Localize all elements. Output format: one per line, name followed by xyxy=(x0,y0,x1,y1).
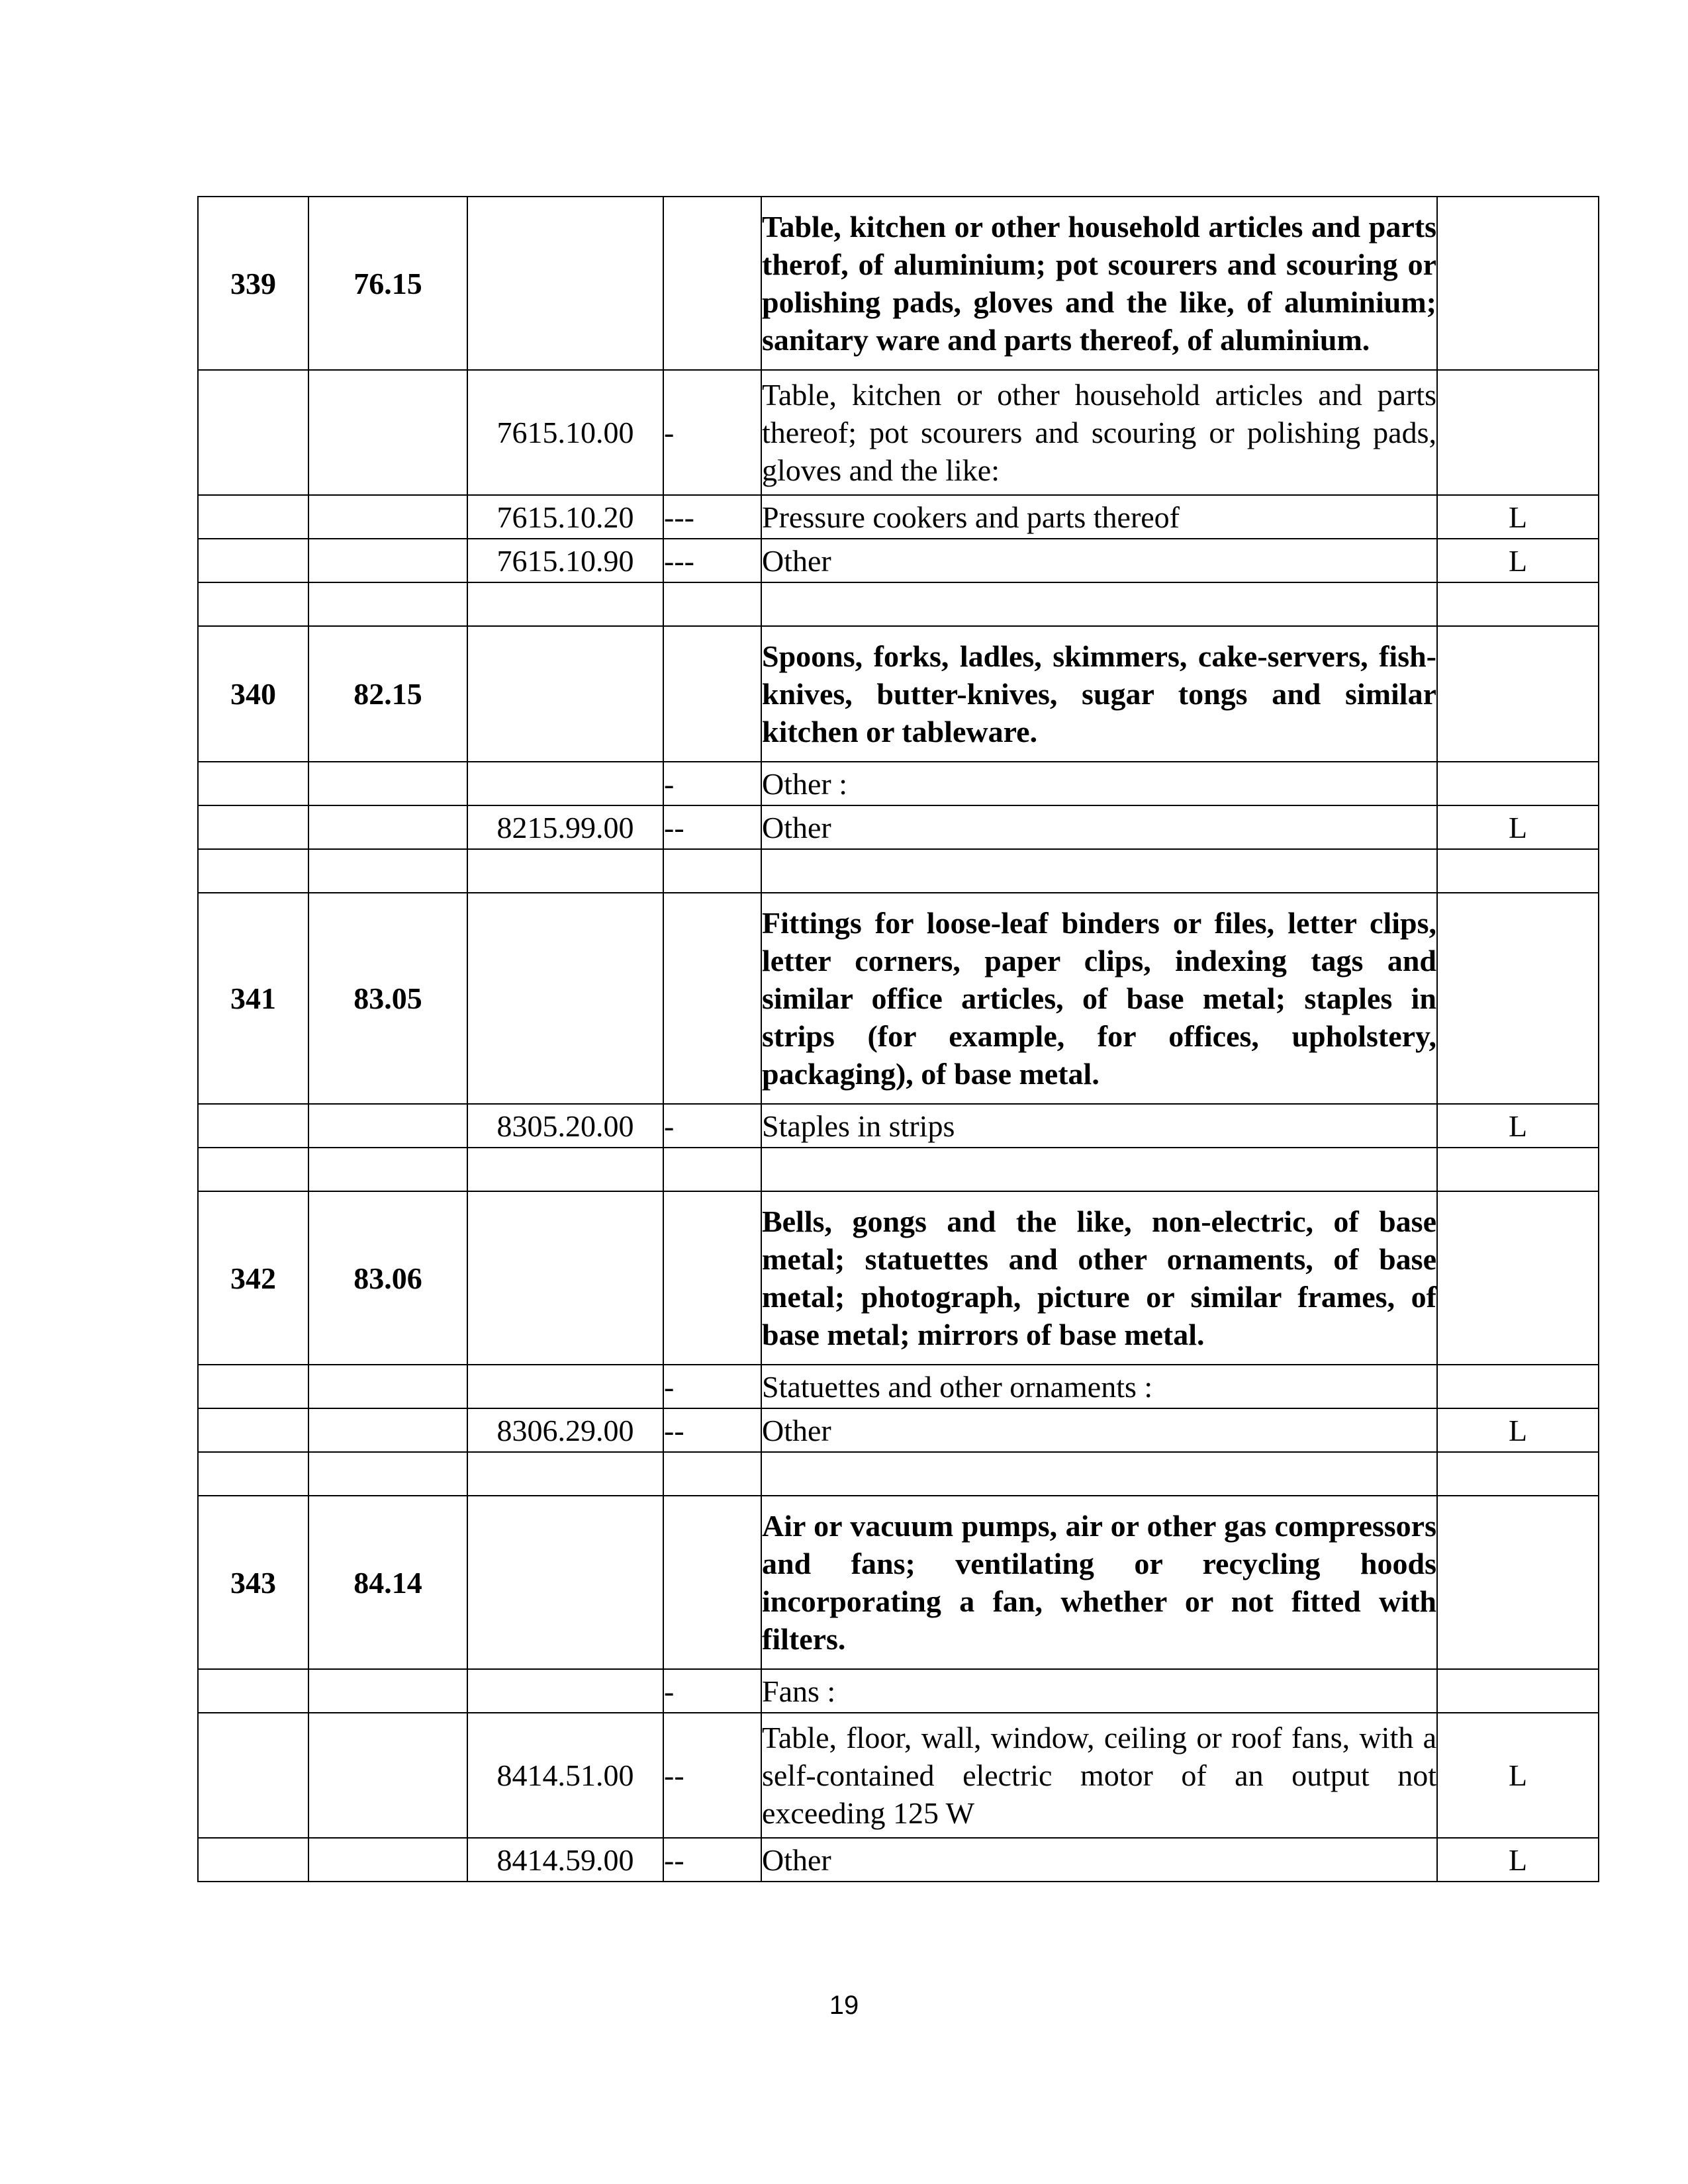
description-cell: Other xyxy=(761,805,1437,849)
serial-number-cell: 341 xyxy=(198,893,308,1104)
serial-number-cell xyxy=(198,1669,308,1713)
hs-code-cell: 8414.59.00 xyxy=(467,1838,663,1882)
tariff-line-row xyxy=(198,539,1599,582)
empty-cell xyxy=(308,849,467,893)
empty-cell xyxy=(198,849,308,893)
heading-number-cell xyxy=(308,762,467,805)
indent-dash-cell xyxy=(663,197,761,370)
empty-cell xyxy=(1437,1452,1599,1496)
hs-code-cell: 8215.99.00 xyxy=(467,805,663,849)
serial-number-cell xyxy=(198,1713,308,1838)
empty-cell xyxy=(663,849,761,893)
category-cell: L xyxy=(1437,1104,1599,1148)
empty-cell xyxy=(467,1452,663,1496)
heading-number-cell: 83.05 xyxy=(308,893,467,1104)
category-cell: L xyxy=(1437,495,1599,539)
tariff-line-row xyxy=(198,762,1599,805)
hs-code-cell xyxy=(467,626,663,762)
tariff-table xyxy=(197,196,1599,1882)
serial-number-cell: 343 xyxy=(198,1496,308,1669)
heading-row xyxy=(198,1191,1599,1365)
hs-code-cell: 7615.10.00 xyxy=(467,370,663,495)
category-cell: L xyxy=(1437,539,1599,582)
hs-code-cell xyxy=(467,762,663,805)
hs-code-cell xyxy=(467,197,663,370)
hs-code-cell: 7615.10.90 xyxy=(467,539,663,582)
serial-number-cell xyxy=(198,1838,308,1882)
hs-code-cell: 7615.10.20 xyxy=(467,495,663,539)
empty-cell xyxy=(198,1148,308,1191)
hs-code-cell: 8414.51.00 xyxy=(467,1713,663,1838)
category-cell xyxy=(1437,197,1599,370)
heading-number-cell xyxy=(308,539,467,582)
serial-number-cell: 340 xyxy=(198,626,308,762)
indent-dash-cell xyxy=(663,1496,761,1669)
indent-dash-cell: - xyxy=(663,1104,761,1148)
heading-number-cell xyxy=(308,1713,467,1838)
heading-number-cell xyxy=(308,1104,467,1148)
serial-number-cell xyxy=(198,762,308,805)
tariff-line-row xyxy=(198,1669,1599,1713)
heading-row xyxy=(198,893,1599,1104)
indent-dash-cell: -- xyxy=(663,1838,761,1882)
serial-number-cell: 339 xyxy=(198,197,308,370)
description-cell: Air or vacuum pumps, air or other gas compressors and fans; ventilating or recycling hoods incorporating a fan, whether or not fitted with filters. xyxy=(761,1496,1437,1669)
spacer-row xyxy=(198,849,1599,893)
serial-number-cell xyxy=(198,370,308,495)
category-cell: L xyxy=(1437,1408,1599,1452)
indent-dash-cell xyxy=(663,626,761,762)
empty-cell xyxy=(663,1148,761,1191)
empty-cell xyxy=(198,1452,308,1496)
indent-dash-cell: - xyxy=(663,1669,761,1713)
heading-number-cell: 82.15 xyxy=(308,626,467,762)
category-cell xyxy=(1437,1365,1599,1408)
category-cell: L xyxy=(1437,1713,1599,1838)
category-cell: L xyxy=(1437,1838,1599,1882)
indent-dash-cell xyxy=(663,1191,761,1365)
tariff-line-row xyxy=(198,805,1599,849)
tariff-line-row xyxy=(198,370,1599,495)
category-cell xyxy=(1437,893,1599,1104)
indent-dash-cell: -- xyxy=(663,1713,761,1838)
heading-number-cell: 83.06 xyxy=(308,1191,467,1365)
heading-number-cell xyxy=(308,1838,467,1882)
indent-dash-cell xyxy=(663,893,761,1104)
spacer-row xyxy=(198,582,1599,626)
serial-number-cell xyxy=(198,1365,308,1408)
empty-cell xyxy=(1437,582,1599,626)
description-cell: Table, kitchen or other household articles and parts thereof; pot scourers and scouring or polishing pads, gloves and the like: xyxy=(761,370,1437,495)
tariff-line-row xyxy=(198,1104,1599,1148)
serial-number-cell xyxy=(198,1104,308,1148)
empty-cell xyxy=(467,582,663,626)
heading-number-cell: 84.14 xyxy=(308,1496,467,1669)
empty-cell xyxy=(308,1148,467,1191)
empty-cell xyxy=(663,582,761,626)
empty-cell xyxy=(308,1452,467,1496)
category-cell xyxy=(1437,626,1599,762)
hs-code-cell: 8306.29.00 xyxy=(467,1408,663,1452)
indent-dash-cell: -- xyxy=(663,1408,761,1452)
category-cell xyxy=(1437,370,1599,495)
heading-number-cell xyxy=(308,495,467,539)
empty-cell xyxy=(198,582,308,626)
heading-number-cell xyxy=(308,1669,467,1713)
heading-number-cell: 76.15 xyxy=(308,197,467,370)
description-cell: Other : xyxy=(761,762,1437,805)
description-cell: Other xyxy=(761,1838,1437,1882)
hs-code-cell xyxy=(467,1365,663,1408)
hs-code-cell: 8305.20.00 xyxy=(467,1104,663,1148)
spacer-row xyxy=(198,1452,1599,1496)
tariff-line-row xyxy=(198,1408,1599,1452)
category-cell xyxy=(1437,1496,1599,1669)
heading-row xyxy=(198,197,1599,370)
description-cell: Fittings for loose-leaf binders or files, letter clips, letter corners, paper clips, indexing tags and similar office articles, of base metal; staples in strips (for example, for offices, upholstery, packaging), of base metal. xyxy=(761,893,1437,1104)
empty-cell xyxy=(467,1148,663,1191)
empty-cell xyxy=(308,582,467,626)
tariff-line-row xyxy=(198,1365,1599,1408)
empty-cell xyxy=(761,849,1437,893)
hs-code-cell xyxy=(467,1669,663,1713)
hs-code-cell xyxy=(467,1496,663,1669)
hs-code-cell xyxy=(467,893,663,1104)
tariff-line-row xyxy=(198,1713,1599,1838)
indent-dash-cell: - xyxy=(663,1365,761,1408)
empty-cell xyxy=(1437,1148,1599,1191)
description-cell: Statuettes and other ornaments : xyxy=(761,1365,1437,1408)
empty-cell xyxy=(663,1452,761,1496)
heading-number-cell xyxy=(308,1408,467,1452)
description-cell: Table, kitchen or other household articles and parts therof, of aluminium; pot scourers and scouring or polishing pads, gloves and the like, of aluminium; sanitary ware and parts thereof, of aluminium. xyxy=(761,197,1437,370)
heading-number-cell xyxy=(308,805,467,849)
spacer-row xyxy=(198,1148,1599,1191)
tariff-line-row xyxy=(198,1838,1599,1882)
heading-number-cell xyxy=(308,1365,467,1408)
empty-cell xyxy=(1437,849,1599,893)
tariff-table-body xyxy=(198,197,1599,1882)
empty-cell xyxy=(761,1452,1437,1496)
indent-dash-cell: --- xyxy=(663,495,761,539)
indent-dash-cell: - xyxy=(663,370,761,495)
description-cell: Other xyxy=(761,1408,1437,1452)
tariff-line-row xyxy=(198,495,1599,539)
empty-cell xyxy=(467,849,663,893)
category-cell xyxy=(1437,762,1599,805)
indent-dash-cell: -- xyxy=(663,805,761,849)
heading-row xyxy=(198,1496,1599,1669)
category-cell xyxy=(1437,1191,1599,1365)
page-number: 19 xyxy=(829,1991,859,2020)
empty-cell xyxy=(761,582,1437,626)
hs-code-cell xyxy=(467,1191,663,1365)
description-cell: Bells, gongs and the like, non-electric, of base metal; statuettes and other ornaments, of base metal; photograph, picture or similar frames, of base metal; mirrors of base metal. xyxy=(761,1191,1437,1365)
indent-dash-cell: --- xyxy=(663,539,761,582)
description-cell: Spoons, forks, ladles, skimmers, cake-servers, fish-knives, butter-knives, sugar tongs and similar kitchen or tableware. xyxy=(761,626,1437,762)
category-cell xyxy=(1437,1669,1599,1713)
serial-number-cell xyxy=(198,539,308,582)
serial-number-cell xyxy=(198,805,308,849)
description-cell: Pressure cookers and parts thereof xyxy=(761,495,1437,539)
indent-dash-cell: - xyxy=(663,762,761,805)
description-cell: Table, floor, wall, window, ceiling or roof fans, with a self-contained electric motor of an output not exceeding 125 W xyxy=(761,1713,1437,1838)
category-cell: L xyxy=(1437,805,1599,849)
empty-cell xyxy=(761,1148,1437,1191)
description-cell: Fans : xyxy=(761,1669,1437,1713)
description-cell: Staples in strips xyxy=(761,1104,1437,1148)
serial-number-cell xyxy=(198,495,308,539)
heading-row xyxy=(198,626,1599,762)
serial-number-cell: 342 xyxy=(198,1191,308,1365)
serial-number-cell xyxy=(198,1408,308,1452)
heading-number-cell xyxy=(308,370,467,495)
description-cell: Other xyxy=(761,539,1437,582)
